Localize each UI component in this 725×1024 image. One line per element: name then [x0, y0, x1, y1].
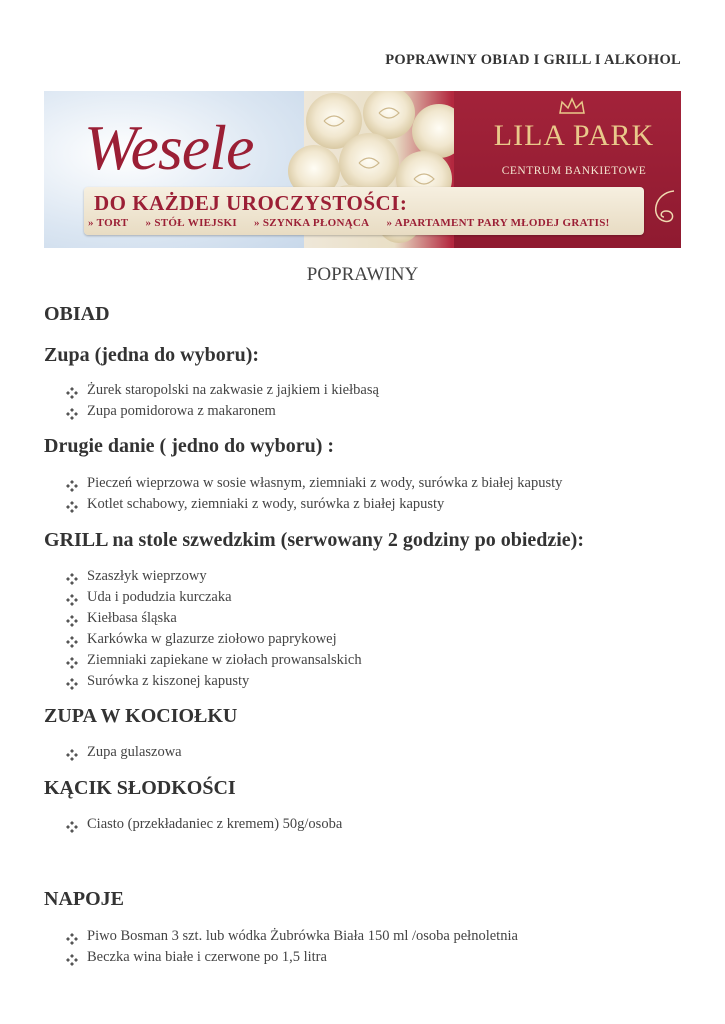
list-item: Kiełbasa śląska: [66, 608, 362, 629]
ribbon-item: » STÓŁ WIEJSKI: [145, 217, 237, 229]
list-item: Szaszłyk wieprzowy: [66, 566, 362, 587]
banner-brand: LILA PARK: [493, 119, 655, 152]
crown-icon: [558, 97, 586, 115]
swirl-ornament-icon: [644, 187, 680, 235]
list-item: Pieczeń wieprzowa w sosie własnym, ziemniaki z wody, surówka z białej kapusty: [66, 473, 562, 494]
list-item: Zupa pomidorowa z makaronem: [66, 401, 379, 422]
four-diamond-bullet-icon: [66, 478, 78, 490]
list-item: Ziemniaki zapiekane w ziołach prowansalskich: [66, 650, 362, 671]
heading-drugie: Drugie danie ( jedno do wyboru) :: [44, 435, 335, 457]
ribbon-item: » APARTAMENT PARY MŁODEJ GRATIS!: [386, 217, 610, 229]
list-item: Uda i podudzia kurczaka: [66, 587, 362, 608]
heading-grill: GRILL na stole szwedzkim (serwowany 2 godziny po obiedzie):: [44, 529, 584, 551]
four-diamond-bullet-icon: [66, 747, 78, 759]
list-item: Zupa gulaszowa: [66, 742, 182, 763]
four-diamond-bullet-icon: [66, 571, 78, 583]
heading-zupa: Zupa (jedna do wyboru):: [44, 344, 260, 366]
heading-kociolek: ZUPA W KOCIOŁKU: [44, 705, 238, 727]
running-head: POPRAWINY OBIAD I GRILL I ALKOHOL: [385, 52, 681, 68]
four-diamond-bullet-icon: [66, 499, 78, 511]
four-diamond-bullet-icon: [66, 385, 78, 397]
list-kociolek: [66, 742, 182, 763]
four-diamond-bullet-icon: [66, 819, 78, 831]
heading-slodkosci: KĄCIK SŁODKOŚCI: [44, 777, 236, 799]
list-slodkosci: [66, 814, 342, 835]
four-diamond-bullet-icon: [66, 406, 78, 418]
four-diamond-bullet-icon: [66, 592, 78, 604]
list-napoje: [66, 926, 518, 968]
list-item: Karkówka w glazurze ziołowo paprykowej: [66, 629, 362, 650]
list-item: Ciasto (przekładaniec z kremem) 50g/osoba: [66, 814, 342, 835]
four-diamond-bullet-icon: [66, 952, 78, 964]
four-diamond-bullet-icon: [66, 655, 78, 667]
ribbon-item: » TORT: [88, 217, 129, 229]
list-item: Surówka z kiszonej kapusty: [66, 671, 362, 692]
document-title: POPRAWINY: [306, 264, 419, 285]
banner-ad: [44, 91, 681, 248]
list-item: Żurek staropolski na zakwasie z jajkiem i kiełbasą: [66, 380, 379, 401]
banner-ribbon-items: [88, 217, 624, 229]
four-diamond-bullet-icon: [66, 634, 78, 646]
list-item: Beczka wina białe i czerwone po 1,5 litra: [66, 947, 518, 968]
ribbon-item: » SZYNKA PŁONĄCA: [254, 217, 370, 229]
banner-subbrand: CENTRUM BANKIETOWE: [501, 165, 647, 177]
heading-napoje: NAPOJE: [44, 888, 124, 910]
four-diamond-bullet-icon: [66, 931, 78, 943]
list-zupa: [66, 380, 379, 422]
four-diamond-bullet-icon: [66, 676, 78, 688]
list-item: Piwo Bosman 3 szt. lub wódka Żubrówka Biała 150 ml /osoba pełnoletnia: [66, 926, 518, 947]
list-grill: [66, 566, 362, 692]
banner-wesele-text: Wesele: [84, 112, 254, 183]
list-item: Kotlet schabowy, ziemniaki z wody, surówka z białej kapusty: [66, 494, 562, 515]
list-drugie: [66, 473, 562, 515]
heading-obiad: OBIAD: [44, 303, 110, 325]
four-diamond-bullet-icon: [66, 613, 78, 625]
banner-ribbon-title: DO KAŻDEJ UROCZYSTOŚCI:: [94, 191, 408, 215]
